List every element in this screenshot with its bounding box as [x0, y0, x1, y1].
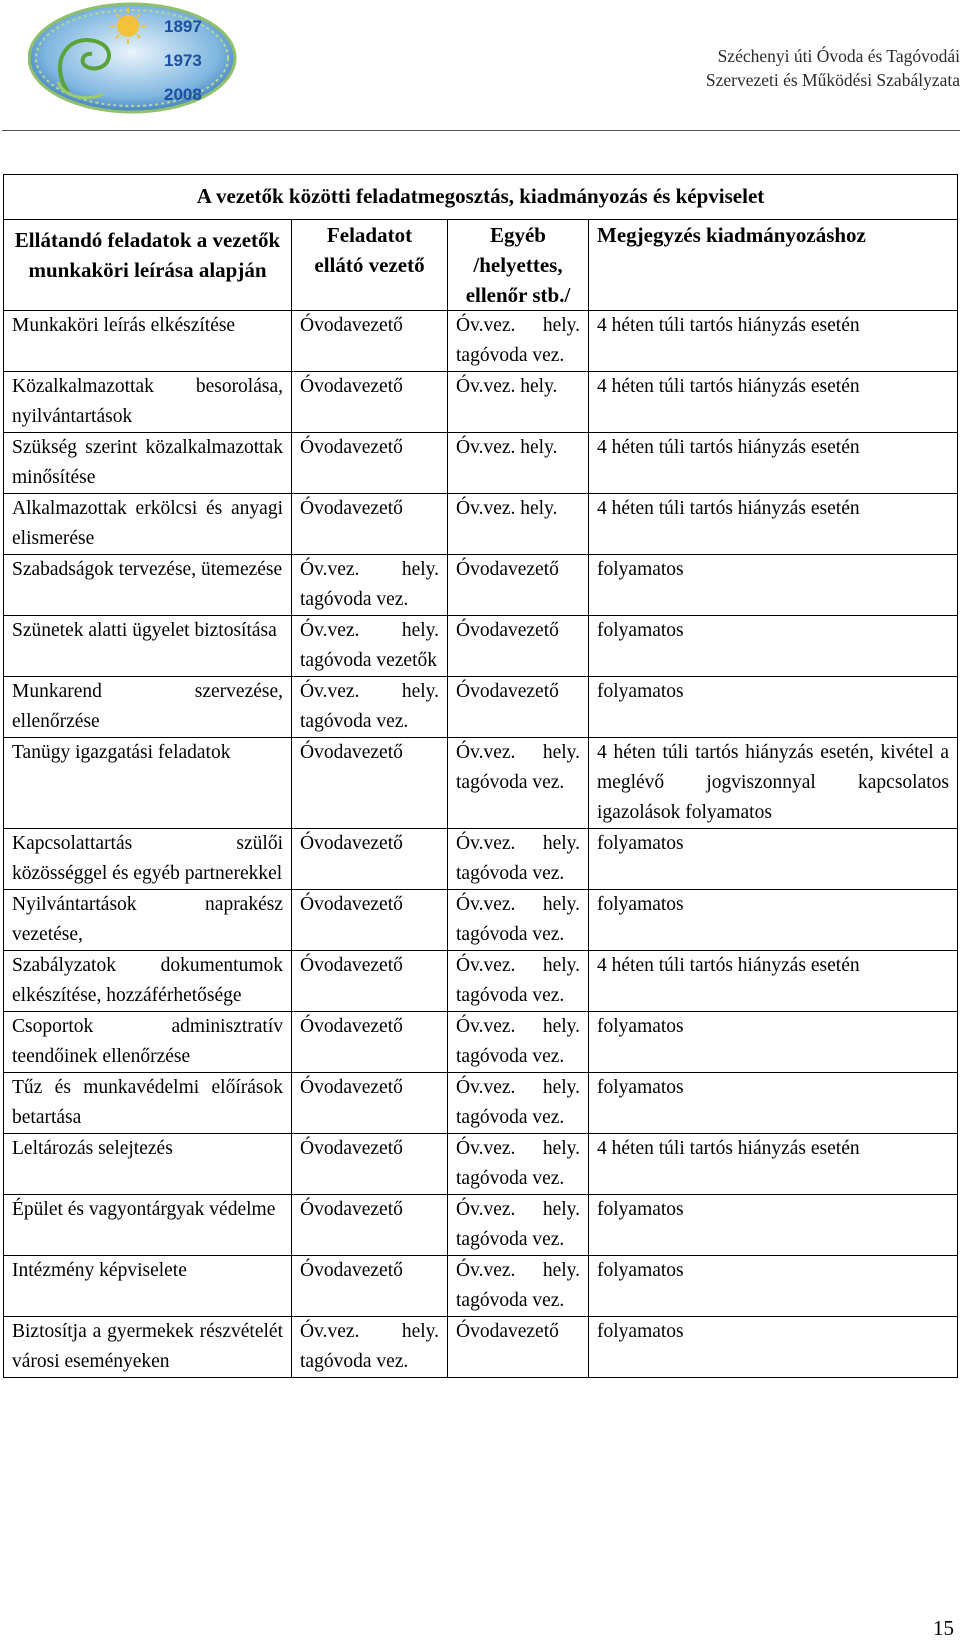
table-row: [4, 494, 958, 555]
task-cell: Csoportok adminisztratív teendőinek ellenőrzése: [4, 1012, 292, 1073]
table-row: [4, 616, 958, 677]
task-cell: Szünetek alatti ügyelet biztosítása: [4, 616, 292, 677]
institution-logo: [28, 2, 240, 114]
note-cell: folyamatos: [589, 1195, 958, 1256]
note-cell: 4 héten túli tartós hiányzás esetén: [589, 372, 958, 433]
note-cell: 4 héten túli tartós hiányzás esetén: [589, 1134, 958, 1195]
task-cell: Szabályzatok dokumentumok elkészítése, hozzáférhetősége: [4, 951, 292, 1012]
leader-cell: Óv.vez. hely. tagóvoda vez.: [292, 1317, 448, 1378]
leader-cell: Óvodavezető: [292, 433, 448, 494]
table-row: [4, 738, 958, 829]
table-row: [4, 1256, 958, 1317]
task-cell: Biztosítja a gyermekek részvételét városi eseményeken: [4, 1317, 292, 1378]
leader-cell: Óv.vez. hely. tagóvoda vez.: [292, 555, 448, 616]
svg-text:1897: 1897: [164, 17, 202, 36]
table-row: [4, 1012, 958, 1073]
note-cell: folyamatos: [589, 829, 958, 890]
leader-cell: Óvodavezető: [292, 494, 448, 555]
leader-cell: Óvodavezető: [292, 1073, 448, 1134]
table-title: A vezetők közötti feladatmegosztás, kiadmányozás és képviselet: [4, 175, 958, 220]
note-cell: folyamatos: [589, 890, 958, 951]
table-row: [4, 951, 958, 1012]
table-row: [4, 829, 958, 890]
note-cell: folyamatos: [589, 677, 958, 738]
task-cell: Leltározás selejtezés: [4, 1134, 292, 1195]
other-cell: Óvodavezető: [448, 616, 589, 677]
header-divider: [2, 130, 960, 131]
table-row: [4, 433, 958, 494]
other-cell: Óv.vez. hely. tagóvoda vez.: [448, 829, 589, 890]
table-body: [4, 311, 958, 1378]
task-cell: Nyilvántartások naprakész vezetése,: [4, 890, 292, 951]
note-cell: folyamatos: [589, 1317, 958, 1378]
table-row: [4, 890, 958, 951]
column-header-note: Megjegyzés kiadmányozáshoz: [589, 220, 958, 311]
leader-cell: Óv.vez. hely. tagóvoda vezetők: [292, 616, 448, 677]
task-cell: Munkaköri leírás elkészítése: [4, 311, 292, 372]
table-row: [4, 1073, 958, 1134]
leader-cell: Óvodavezető: [292, 890, 448, 951]
task-cell: Épület és vagyontárgyak védelme: [4, 1195, 292, 1256]
leader-cell: Óvodavezető: [292, 1134, 448, 1195]
header-line-2: Szervezeti és Működési Szabályzata: [705, 70, 960, 90]
task-cell: Tűz és munkavédelmi előírások betartása: [4, 1073, 292, 1134]
note-cell: folyamatos: [589, 1256, 958, 1317]
note-cell: 4 héten túli tartós hiányzás esetén: [589, 311, 958, 372]
leader-cell: Óvodavezető: [292, 951, 448, 1012]
table-header-row: [4, 220, 958, 311]
leader-cell: Óvodavezető: [292, 829, 448, 890]
page-header: [0, 0, 960, 134]
note-cell: 4 héten túli tartós hiányzás esetén: [589, 494, 958, 555]
other-cell: Óv.vez. hely. tagóvoda vez.: [448, 1134, 589, 1195]
table-row: [4, 1134, 958, 1195]
logo-years: [164, 17, 202, 104]
column-header-leader: Feladatot ellátó vezető: [292, 220, 448, 311]
table-row: [4, 311, 958, 372]
note-cell: 4 héten túli tartós hiányzás esetén: [589, 433, 958, 494]
note-cell: folyamatos: [589, 1012, 958, 1073]
task-cell: Kapcsolattartás szülői közösséggel és egyéb partnerekkel: [4, 829, 292, 890]
other-cell: Óvodavezető: [448, 677, 589, 738]
leader-cell: Óvodavezető: [292, 1012, 448, 1073]
other-cell: Óv.vez. hely. tagóvoda vez.: [448, 951, 589, 1012]
other-cell: Óv.vez. hely. tagóvoda vez.: [448, 738, 589, 829]
leader-cell: Óv.vez. hely. tagóvoda vez.: [292, 677, 448, 738]
task-cell: Szükség szerint közalkalmazottak minősítése: [4, 433, 292, 494]
header-title: [560, 44, 960, 92]
leader-cell: Óvodavezető: [292, 1195, 448, 1256]
other-cell: Óv.vez. hely. tagóvoda vez.: [448, 311, 589, 372]
note-cell: 4 héten túli tartós hiányzás esetén: [589, 951, 958, 1012]
task-cell: Közalkalmazottak besorolása, nyilvántartások: [4, 372, 292, 433]
svg-text:1973: 1973: [164, 51, 202, 70]
leader-cell: Óvodavezető: [292, 738, 448, 829]
table-title-row: [4, 175, 958, 220]
other-cell: Óv.vez. hely.: [448, 494, 589, 555]
page-number: 15: [933, 1616, 954, 1640]
other-cell: Óv.vez. hely. tagóvoda vez.: [448, 1012, 589, 1073]
other-cell: Óv.vez. hely.: [448, 433, 589, 494]
column-header-task: Ellátandó feladatok a vezetők munkaköri leírása alapján: [4, 220, 292, 311]
task-cell: Munkarend szervezése, ellenőrzése: [4, 677, 292, 738]
note-cell: folyamatos: [589, 555, 958, 616]
note-cell: folyamatos: [589, 616, 958, 677]
task-cell: Szabadságok tervezése, ütemezése: [4, 555, 292, 616]
table-row: [4, 1317, 958, 1378]
other-cell: Óvodavezető: [448, 555, 589, 616]
svg-text:2008: 2008: [164, 85, 202, 104]
task-cell: Tanügy igazgatási feladatok: [4, 738, 292, 829]
table-row: [4, 1195, 958, 1256]
other-cell: Óv.vez. hely. tagóvoda vez.: [448, 1256, 589, 1317]
table-row: [4, 555, 958, 616]
task-cell: Alkalmazottak erkölcsi és anyagi elismerése: [4, 494, 292, 555]
other-cell: Óvodavezető: [448, 1317, 589, 1378]
column-header-other: Egyéb /helyettes, ellenőr stb./: [448, 220, 589, 311]
note-cell: 4 héten túli tartós hiányzás esetén, kivétel a meglévő jogviszonnyal kapcsolatos igazolások folyamatos: [589, 738, 958, 829]
other-cell: Óv.vez. hely. tagóvoda vez.: [448, 890, 589, 951]
other-cell: Óv.vez. hely.: [448, 372, 589, 433]
table-row: [4, 372, 958, 433]
leader-cell: Óvodavezető: [292, 311, 448, 372]
leader-cell: Óvodavezető: [292, 372, 448, 433]
other-cell: Óv.vez. hely. tagóvoda vez.: [448, 1073, 589, 1134]
other-cell: Óv.vez. hely. tagóvoda vez.: [448, 1195, 589, 1256]
delegation-table: [3, 174, 958, 1378]
note-cell: folyamatos: [589, 1073, 958, 1134]
header-line-1: Széchenyi úti Óvoda és Tagóvodái: [717, 46, 960, 66]
task-cell: Intézmény képviselete: [4, 1256, 292, 1317]
table-row: [4, 677, 958, 738]
leader-cell: Óvodavezető: [292, 1256, 448, 1317]
